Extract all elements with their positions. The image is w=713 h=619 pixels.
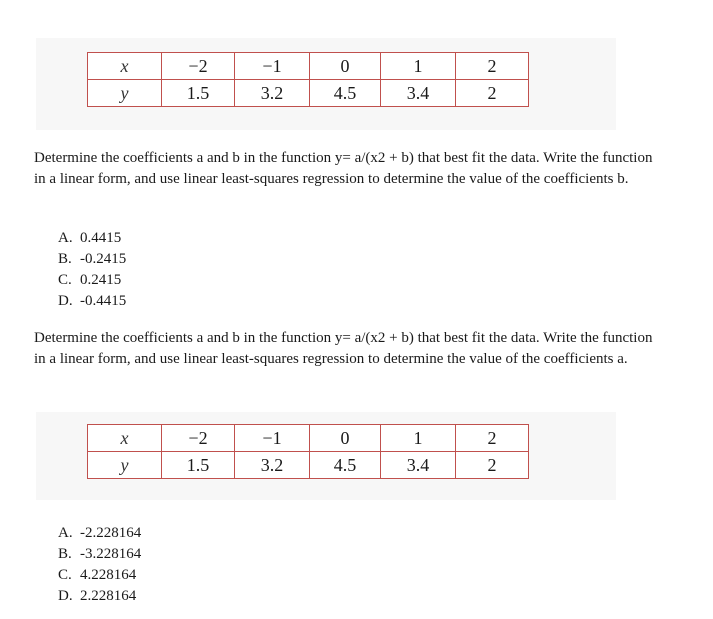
option-d[interactable] [58,291,126,312]
option-letter: D. [58,293,73,309]
row-label-y: y [88,80,162,107]
data-table-panel-bottom [36,412,616,500]
table-cell: 1 [381,425,456,452]
question-2-text: Determine the coefficients a and b in the function y= a/(x2 + b) that best fit the data. Write the function in a linear form, and use linear least-squares regression to determine the value of the coefficients a. [34,330,653,367]
table-cell: −2 [162,425,235,452]
question-2-options [58,523,141,607]
table-row-x [88,425,529,452]
option-value: 0.2415 [80,272,122,288]
table-cell: 4.5 [310,452,381,479]
table-cell: 1.5 [162,80,235,107]
data-table-bottom [87,424,529,479]
data-table-top [87,52,529,107]
table-cell: 3.4 [381,452,456,479]
table-cell: −1 [235,425,310,452]
question-1-options [58,228,126,312]
option-letter: C. [58,272,72,288]
option-d[interactable] [58,586,141,607]
option-c[interactable] [58,270,126,291]
table-cell: 3.4 [381,80,456,107]
table-row-y [88,80,529,107]
option-value: -2.228164 [80,525,142,541]
table-cell: 0 [310,53,381,80]
data-table-panel-top [36,38,616,130]
option-letter: A. [58,230,73,246]
table-cell: 2 [456,452,529,479]
option-letter: B. [58,546,72,562]
option-letter: C. [58,567,72,583]
option-value: 4.228164 [80,567,137,583]
table-cell: 2 [456,425,529,452]
table-cell: 3.2 [235,452,310,479]
table-cell: 1 [381,53,456,80]
option-value: 2.228164 [80,588,137,604]
option-value: -0.4415 [80,293,127,309]
table-cell: 3.2 [235,80,310,107]
option-letter: A. [58,525,73,541]
table-cell: 0 [310,425,381,452]
option-value: 0.4415 [80,230,122,246]
row-label-x: x [88,425,162,452]
option-a[interactable] [58,523,141,544]
row-label-y: y [88,452,162,479]
table-cell: 1.5 [162,452,235,479]
option-letter: B. [58,251,72,267]
option-value: -3.228164 [80,546,142,562]
row-label-x: x [88,53,162,80]
option-c[interactable] [58,565,141,586]
table-row-y [88,452,529,479]
table-cell: 2 [456,80,529,107]
option-b[interactable] [58,249,126,270]
table-row-x [88,53,529,80]
table-cell: 4.5 [310,80,381,107]
table-cell: −1 [235,53,310,80]
question-1-text: Determine the coefficients a and b in the function y= a/(x2 + b) that best fit the data. Write the function in a linear form, and use linear least-squares regression to determine the value of the coefficients b. [34,150,653,187]
option-letter: D. [58,588,73,604]
option-value: -0.2415 [80,251,127,267]
option-b[interactable] [58,544,141,565]
table-cell: −2 [162,53,235,80]
table-cell: 2 [456,53,529,80]
option-a[interactable] [58,228,126,249]
